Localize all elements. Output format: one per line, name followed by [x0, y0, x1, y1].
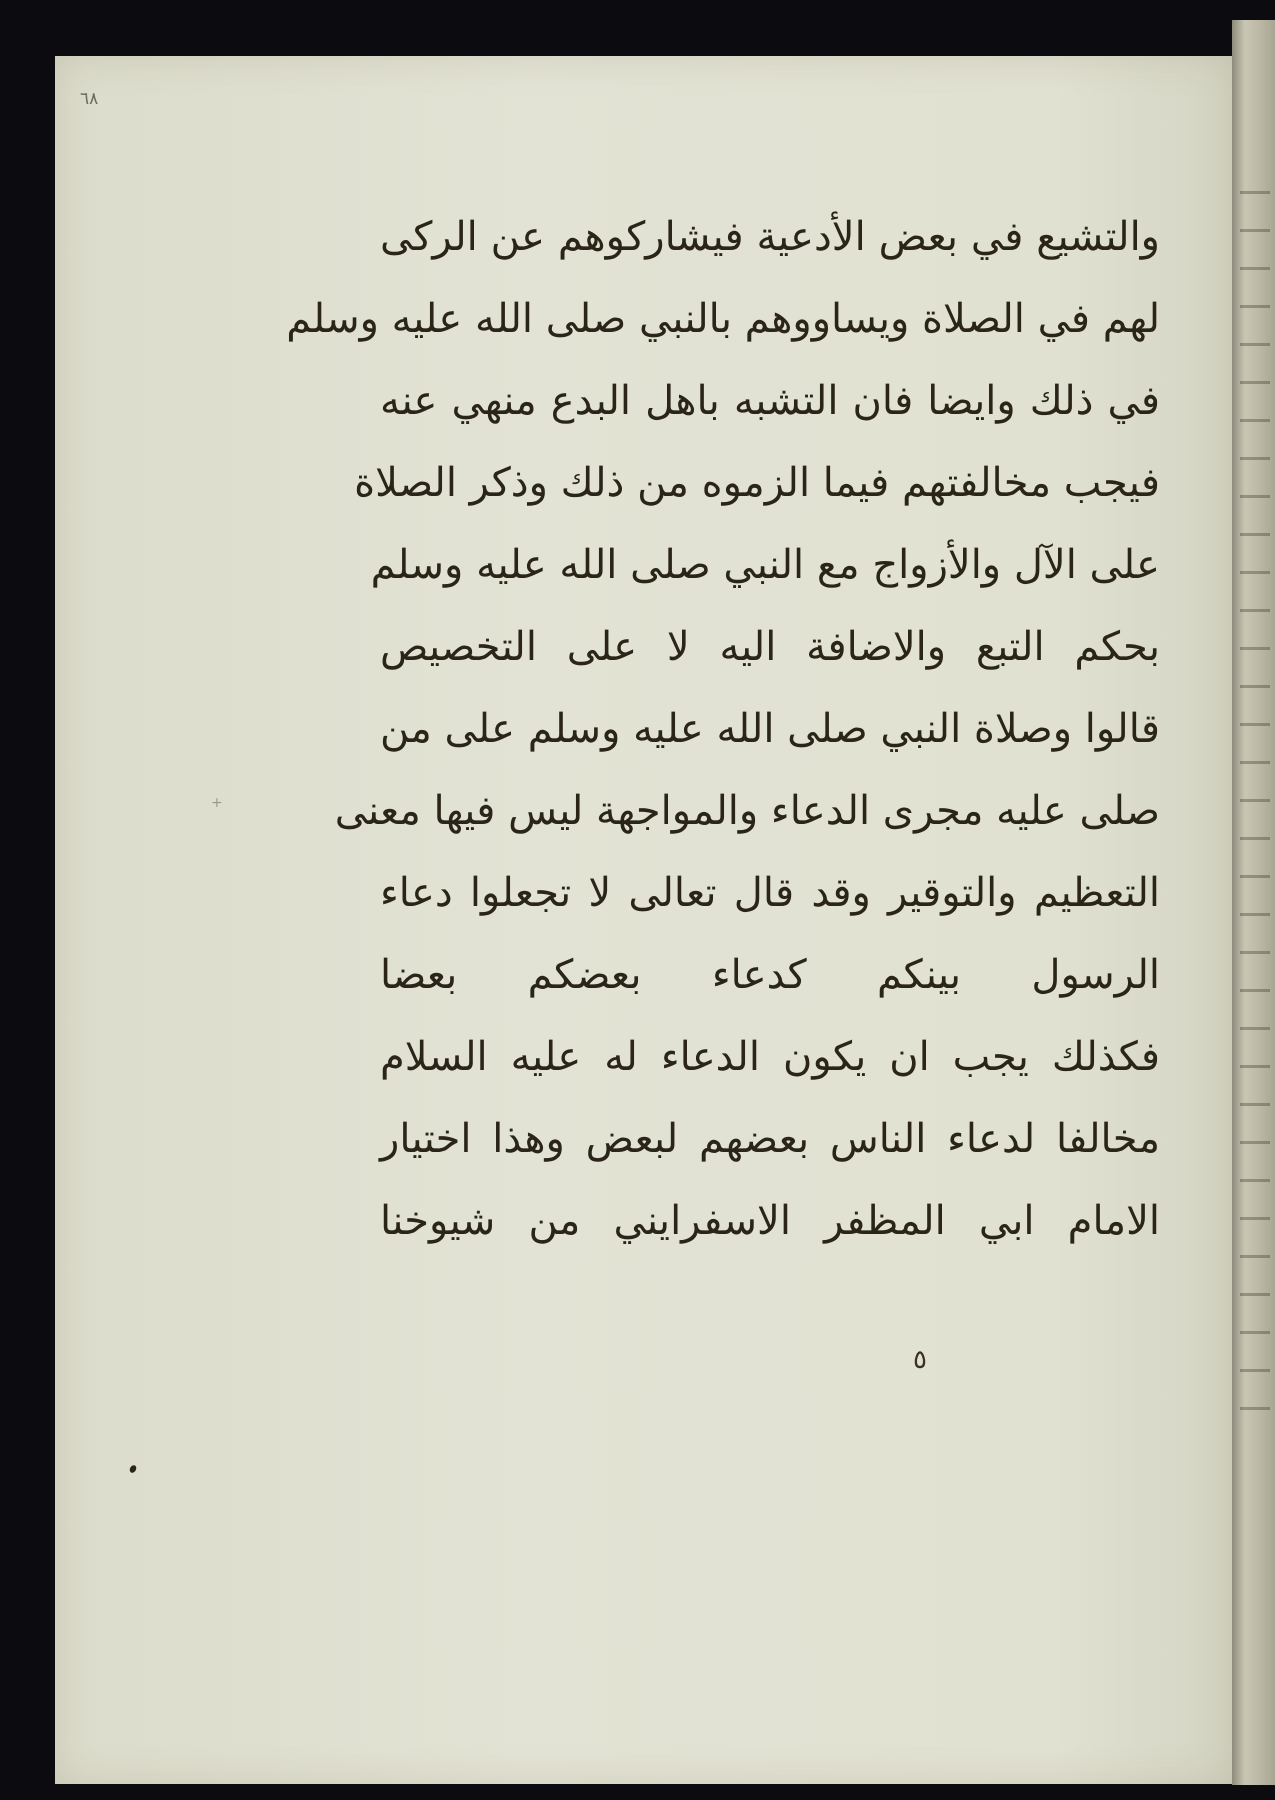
- text-line: بحكم التبع والاضافة اليه لا على التخصيص: [380, 624, 1160, 670]
- text-line: قالوا وصلاة النبي صلى الله عليه وسلم على من: [379, 706, 1160, 752]
- folio-number: ٦٨: [80, 89, 99, 109]
- text-line: على الآل والأزواج مع النبي صلى الله عليه وسلم: [370, 542, 1160, 588]
- manuscript-text-block: [286, 196, 1160, 1262]
- text-line: فيجب مخالفتهم فيما الزموه من ذلك وذكر الصلاة: [354, 460, 1160, 506]
- end-mark: ٥: [913, 1345, 927, 1375]
- text-line: والتشيع في بعض الأدعية فيشاركوهم عن الركى: [380, 214, 1160, 260]
- paper-mark: +: [211, 795, 223, 811]
- text-line: التعظيم والتوقير وقد قال تعالى لا تجعلوا دعاء: [380, 870, 1160, 916]
- text-line: لهم في الصلاة ويساووهم بالنبي صلى الله عليه وسلم: [286, 296, 1160, 342]
- text-line: صلى عليه مجرى الدعاء والمواجهة ليس فيها معنى: [334, 788, 1160, 834]
- text-line: في ذلك وايضا فان التشبه باهل البدع منهي عنه: [380, 378, 1160, 424]
- adjacent-page-text-lines: [1240, 160, 1270, 1410]
- rubric-line-text: مخالفا لدعاء الناس بعضهم لبعض وهذا اختيار: [380, 1116, 1160, 1162]
- text-line: الرسول بينكم كدعاء بعضكم بعضا: [380, 952, 1160, 998]
- text-line: فكذلك يجب ان يكون الدعاء له عليه السلام: [380, 1034, 1160, 1080]
- text-line: [380, 1098, 1160, 1180]
- text-line: الامام ابي المظفر الاسفرايني من شيوخنا: [380, 1198, 1160, 1244]
